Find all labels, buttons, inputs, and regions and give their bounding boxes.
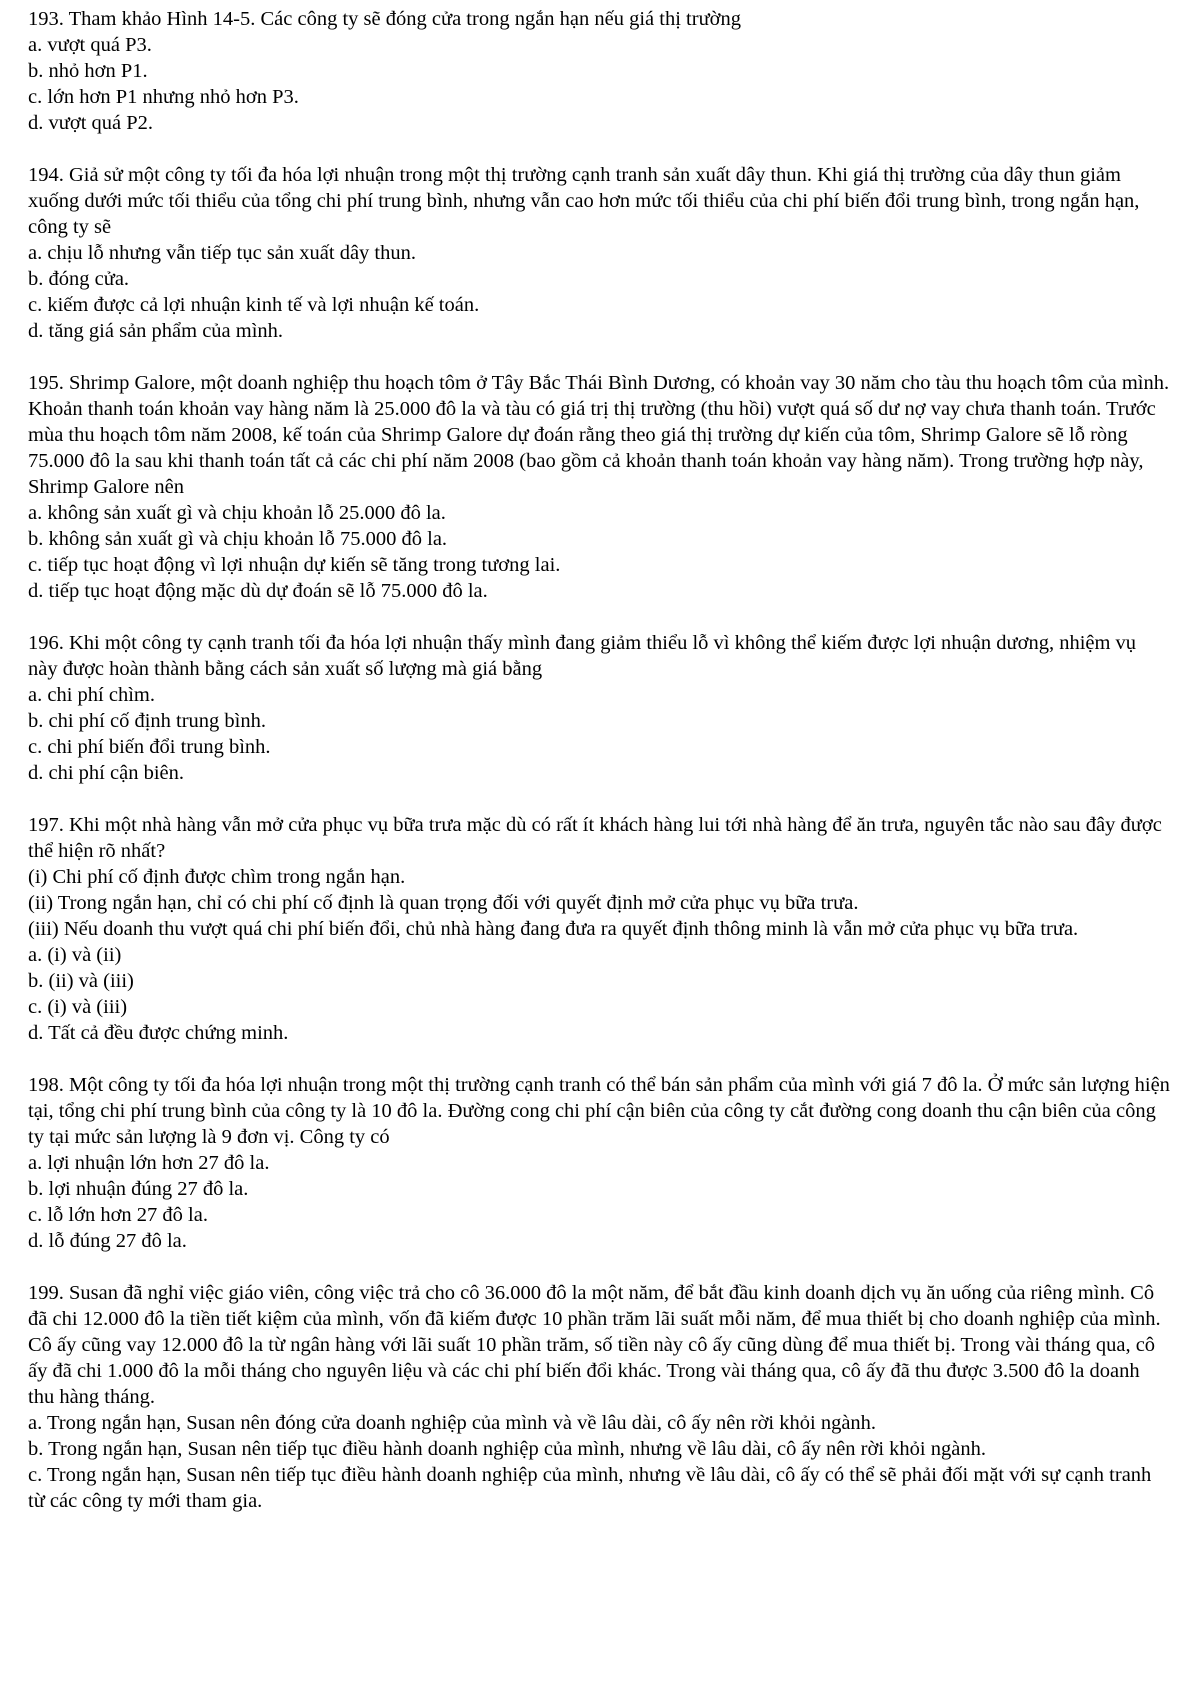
answer-option: a. Trong ngắn hạn, Susan nên đóng cửa doanh nghiệp của mình và về lâu dài, cô ấy nên rời khỏi ngành.: [28, 1412, 877, 1434]
question-stem: 196. Khi một công ty cạnh tranh tối đa hóa lợi nhuận thấy mình đang giảm thiểu lỗ vì không thể kiếm được lợi nhuận dương, nhiệm vụ này được hoàn thành bằng cách sản xuất số lượng mà giá bằng: [28, 632, 1137, 680]
answer-option: c. tiếp tục hoạt động vì lợi nhuận dự kiến sẽ tăng trong tương lai.: [28, 554, 561, 576]
answer-option: a. chi phí chìm.: [28, 684, 155, 706]
question-stem: 193. Tham khảo Hình 14-5. Các công ty sẽ đóng cửa trong ngắn hạn nếu giá thị trường: [28, 8, 742, 30]
answer-option: b. lợi nhuận đúng 27 đô la.: [28, 1178, 249, 1200]
answer-option: d. tăng giá sản phẩm của mình.: [28, 320, 284, 342]
answer-option: b. Trong ngắn hạn, Susan nên tiếp tục điều hành doanh nghiệp của mình, nhưng về lâu dài, cô ấy nên rời khỏi ngành.: [28, 1438, 986, 1460]
answer-option: c. kiếm được cả lợi nhuận kinh tế và lợi nhuận kế toán.: [28, 294, 480, 316]
answer-option: a. (i) và (ii): [28, 944, 122, 966]
answer-option: d. vượt quá P2.: [28, 112, 154, 134]
question-197: [28, 812, 1170, 1046]
answer-option: c. (i) và (iii): [28, 996, 128, 1018]
answer-option: d. chi phí cận biên.: [28, 762, 184, 784]
answer-option: a. lợi nhuận lớn hơn 27 đô la.: [28, 1152, 270, 1174]
question-195: [28, 370, 1170, 604]
question-194: [28, 162, 1170, 344]
question-193: [28, 6, 1170, 136]
question-196: [28, 630, 1170, 786]
answer-option: b. nhỏ hơn P1.: [28, 60, 148, 82]
answer-option: d. Tất cả đều được chứng minh.: [28, 1022, 289, 1044]
question-stem: 197. Khi một nhà hàng vẫn mở cửa phục vụ bữa trưa mặc dù có rất ít khách hàng lui tới nhà hàng để ăn trưa, nguyên tắc nào sau đây được thể hiện rõ nhất?: [28, 814, 1162, 862]
question-stem: 194. Giả sử một công ty tối đa hóa lợi nhuận trong một thị trường cạnh tranh sản xuất dây thun. Khi giá thị trường của dây thun giảm xuống dưới mức tối thiểu của tổng chi phí trung bình, nhưng vẫn cao hơn mức tối thiểu của chi phí biến đổi trung bình, trong ngắn hạn, công ty sẽ: [28, 164, 1140, 238]
statement-item: (i) Chi phí cố định được chìm trong ngắn hạn.: [28, 866, 406, 888]
question-199: [28, 1280, 1170, 1514]
answer-option: b. đóng cửa.: [28, 268, 130, 290]
answer-option: a. không sản xuất gì và chịu khoản lỗ 25.000 đô la.: [28, 502, 446, 524]
answer-option: d. tiếp tục hoạt động mặc dù dự đoán sẽ lỗ 75.000 đô la.: [28, 580, 488, 602]
question-stem: 195. Shrimp Galore, một doanh nghiệp thu hoạch tôm ở Tây Bắc Thái Bình Dương, có khoản vay 30 năm cho tàu thu hoạch tôm của mình. Khoản thanh toán khoản vay hàng năm là 25.000 đô la và tàu có giá trị thị trường (thu hồi) vượt quá số dư nợ vay chưa thanh toán. Trước mùa thu hoạch tôm năm 2008, kế toán của Shrimp Galore dự đoán rằng theo giá thị trường dự kiến của tôm, Shrimp Galore sẽ lỗ ròng 75.000 đô la sau khi thanh toán tất cả các chi phí năm 2008 (bao gồm cả khoản thanh toán khoản vay hàng năm). Trong trường hợp này, Shrimp Galore nên: [28, 372, 1170, 498]
statement-item: (iii) Nếu doanh thu vượt quá chi phí biến đổi, chủ nhà hàng đang đưa ra quyết định thông minh là vẫn mở cửa phục vụ bữa trưa.: [28, 918, 1079, 940]
answer-option: a. chịu lỗ nhưng vẫn tiếp tục sản xuất dây thun.: [28, 242, 416, 264]
answer-option: c. lỗ lớn hơn 27 đô la.: [28, 1204, 208, 1226]
answer-option: d. lỗ đúng 27 đô la.: [28, 1230, 187, 1252]
question-198: [28, 1072, 1170, 1254]
question-stem: 198. Một công ty tối đa hóa lợi nhuận trong một thị trường cạnh tranh có thể bán sản phẩm của mình với giá 7 đô la. Ở mức sản lượng hiện tại, tổng chi phí trung bình của công ty là 10 đô la. Đường cong chi phí cận biên của công ty cắt đường cong doanh thu cận biên của công ty tại mức sản lượng là 9 đơn vị. Công ty có: [28, 1074, 1170, 1148]
document-page: [28, 6, 1170, 1540]
answer-option: b. (ii) và (iii): [28, 970, 134, 992]
answer-option: c. Trong ngắn hạn, Susan nên tiếp tục điều hành doanh nghiệp của mình, nhưng về lâu dài, cô ấy có thể sẽ phải đối mặt với sự cạnh tranh từ các công ty mới tham gia.: [28, 1464, 1152, 1512]
question-stem: 199. Susan đã nghỉ việc giáo viên, công việc trả cho cô 36.000 đô la một năm, để bắt đầu kinh doanh dịch vụ ăn uống của riêng mình. Cô đã chi 12.000 đô la tiền tiết kiệm của mình, vốn đã kiếm được 10 phần trăm lãi suất mỗi năm, để mua thiết bị cho doanh nghiệp của mình. Cô ấy cũng vay 12.000 đô la từ ngân hàng với lãi suất 10 phần trăm, số tiền này cô ấy cũng dùng để mua thiết bị. Trong vài tháng qua, cô ấy đã chi 1.000 đô la mỗi tháng cho nguyên liệu và các chi phí biến đổi khác. Trong vài tháng qua, cô ấy đã thu được 3.500 đô la doanh thu hàng tháng.: [28, 1282, 1161, 1408]
answer-option: c. lớn hơn P1 nhưng nhỏ hơn P3.: [28, 86, 299, 108]
answer-option: b. không sản xuất gì và chịu khoản lỗ 75.000 đô la.: [28, 528, 448, 550]
statement-item: (ii) Trong ngắn hạn, chỉ có chi phí cố định là quan trọng đối với quyết định mở cửa phục vụ bữa trưa.: [28, 892, 859, 914]
answer-option: c. chi phí biến đổi trung bình.: [28, 736, 271, 758]
answer-option: a. vượt quá P3.: [28, 34, 152, 56]
answer-option: b. chi phí cố định trung bình.: [28, 710, 267, 732]
